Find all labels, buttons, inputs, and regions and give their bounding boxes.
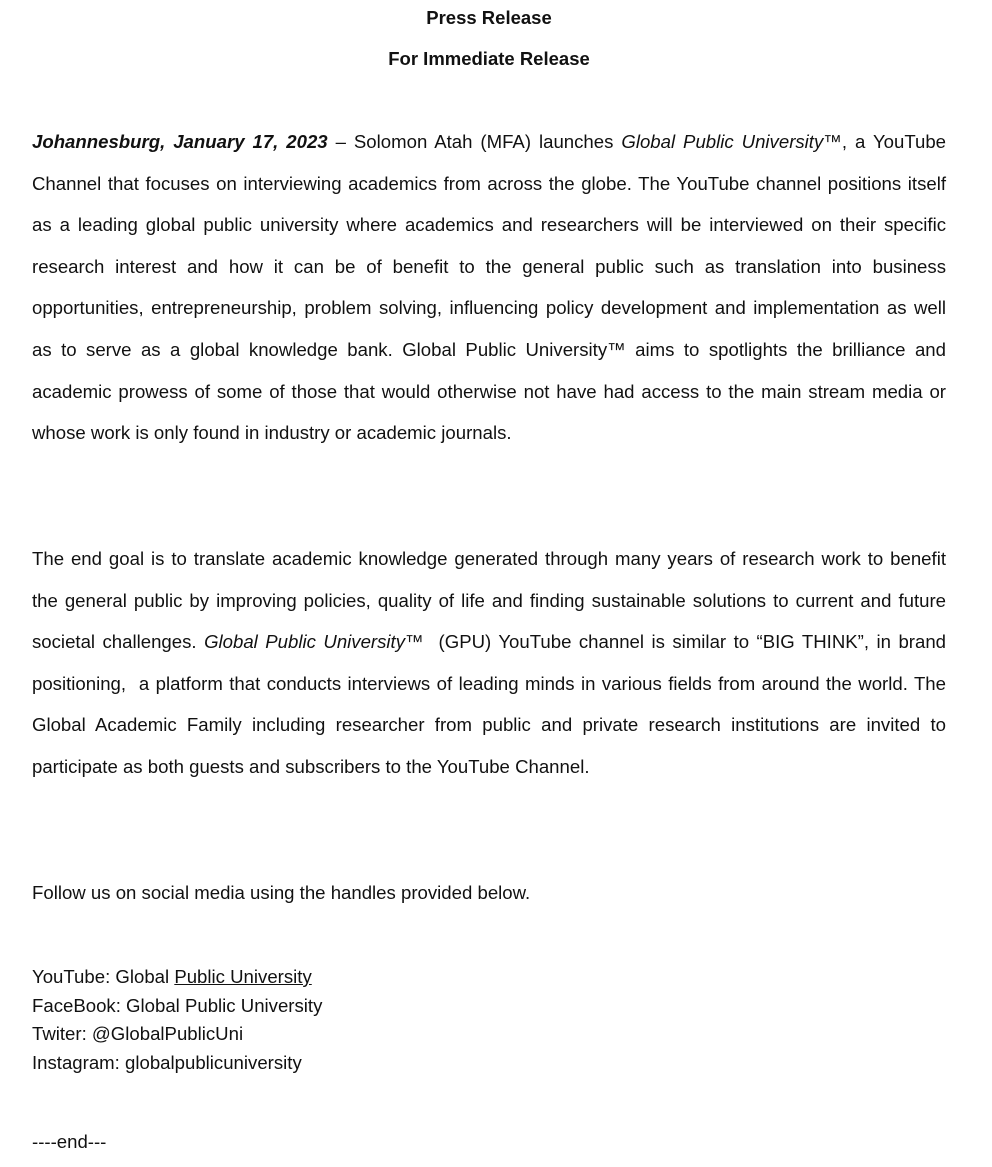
social-facebook: FaceBook: Global Public University: [32, 994, 323, 1016]
intro-body-text: , a YouTube Channel that focuses on interviewing academics from across the globe. The YouTube channel positions itself as a leading global public university where academics and researchers will be interviewed on their specific research interest and how it can be of benefit to the general public such as translation into business opportunities, entrepreneurship, problem solving, influencing policy development and implementation as well as to serve as a global knowledge bank. Global Public University™ aims to spotlights the brilliance and academic prowess of some of those that would otherwise not have had access to the main stream media or whose work is only found in industry or academic journals.: [32, 131, 947, 444]
goal-text-1: The end goal is to translate academic knowledge generated through many years of research work to benefit the general public by improving policies, quality of life and finding sustainable solutions to current and future societal challenges.: [32, 548, 946, 653]
social-youtube: [32, 963, 732, 992]
social-handles: [32, 963, 732, 1077]
social-twitter: Twiter: @GlobalPublicUni: [32, 1023, 244, 1044]
paragraph-goal: [32, 538, 952, 788]
end-marker: ----end---: [32, 1131, 107, 1152]
social-instagram: Instagram: globalpublicuniversity: [32, 1051, 302, 1073]
paragraph-intro: [32, 121, 946, 454]
dateline: Johannesburg, January 17, 2023: [32, 131, 328, 152]
youtube-link[interactable]: Public University: [174, 966, 312, 987]
university-name: Global Public University™: [621, 131, 842, 152]
university-name-2: Global Public University™: [204, 631, 424, 653]
youtube-label: YouTube: Global: [32, 966, 175, 987]
page-title: Press Release: [426, 7, 552, 28]
page-subtitle: For Immediate Release: [388, 48, 590, 69]
goal-text-2: (GPU) YouTube channel is similar to “BIG THINK”, in brand positioning, a platform that conducts interviews of leading minds in various fields from around the world. The Global Academic Family including researcher from public and private research institutions are invited to participate as both guests and subscribers to the YouTube Channel.: [32, 631, 952, 777]
paragraph-follow: Follow us on social media using the handles provided below.: [32, 882, 531, 903]
intro-dash-text: – Solomon Atah (MFA) launches: [327, 131, 622, 152]
